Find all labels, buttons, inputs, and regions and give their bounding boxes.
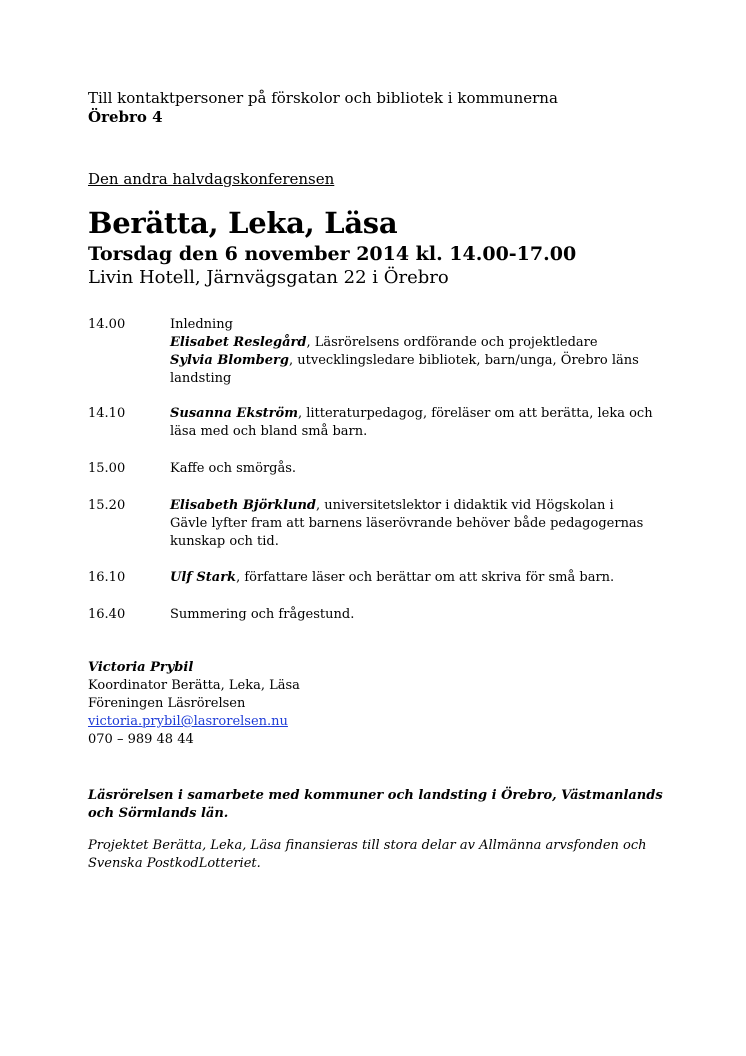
program-description: [170, 569, 670, 587]
program-speaker-line: [170, 334, 670, 352]
partner-statement: Läsrörelsen i samarbete med kommuner och landsting i Örebro, Västmanlands och Sörmlands län.: [88, 788, 663, 821]
speaker-name: Susanna Ekström: [170, 406, 298, 421]
speaker-role: , litteraturpedagog, föreläser om att berätta, leka och läsa med och bland små barn.: [170, 406, 653, 439]
contact-block: [88, 659, 300, 749]
speaker-role: , universitetslektor i didaktik vid Högskolan i Gävle lyfter fram att barnens läserövrande behöver både pedagogernas kunskap och tid.: [170, 498, 644, 549]
funding-statement: Projektet Berätta, Leka, Läsa finansieras till stora delar av Allmänna arvsfonden och Svenska PostkodLotteriet.: [88, 838, 647, 871]
program-description: [170, 497, 650, 551]
contact-phone: 070 – 989 48 44: [88, 732, 194, 747]
program-row: [88, 405, 668, 441]
conference-subtitle: Den andra halvdagskonferensen: [88, 170, 335, 188]
contact-name: Victoria Prybil: [88, 660, 194, 675]
program-time: 15.20: [88, 498, 126, 513]
program-time: 16.40: [88, 607, 126, 622]
speaker-role: , utvecklingsledare bibliotek, barn/unga, Örebro läns landsting: [170, 353, 639, 386]
program-item-label: Inledning: [170, 317, 233, 332]
program-time: 16.10: [88, 570, 126, 585]
program-speaker-line: [170, 352, 670, 388]
event-date: Torsdag den 6 november 2014 kl. 14.00-17.00: [88, 243, 577, 265]
program-description: [170, 316, 670, 388]
program-description: Kaffe och smörgås.: [170, 461, 297, 476]
contact-organization: Föreningen Läsrörelsen: [88, 696, 246, 711]
program-row: [88, 460, 668, 478]
speaker-name: Elisabeth Björklund: [170, 498, 317, 513]
program-description: [170, 405, 670, 441]
speaker-role: , Läsrörelsens ordförande och projektledare: [306, 335, 598, 350]
speaker-role: , författare läser och berättar om att skriva för små barn.: [236, 570, 615, 585]
program-row: [88, 497, 668, 551]
speaker-name: Sylvia Blomberg: [170, 353, 289, 368]
program-time: 14.10: [88, 406, 126, 421]
contact-role: Koordinator Berätta, Leka, Läsa: [88, 678, 300, 693]
recipient-region: Örebro 4: [88, 108, 163, 126]
program-time: 14.00: [88, 317, 126, 332]
event-venue: Livin Hotell, Järnvägsgatan 22 i Örebro: [88, 267, 449, 288]
recipient-line: Till kontaktpersoner på förskolor och bibliotek i kommunerna: [88, 89, 558, 107]
program-description: Summering och frågestund.: [170, 607, 355, 622]
contact-email-link[interactable]: victoria.prybil@lasrorelsen.nu: [88, 714, 288, 729]
speaker-name: Ulf Stark: [170, 570, 237, 585]
program-time: 15.00: [88, 461, 126, 476]
speaker-name: Elisabet Reslegård: [170, 335, 307, 350]
recipient-block: [88, 89, 558, 127]
program-row: [88, 569, 668, 587]
program-row: [88, 316, 668, 388]
event-title: Berätta, Leka, Läsa: [88, 206, 398, 240]
program-row: [88, 606, 668, 624]
